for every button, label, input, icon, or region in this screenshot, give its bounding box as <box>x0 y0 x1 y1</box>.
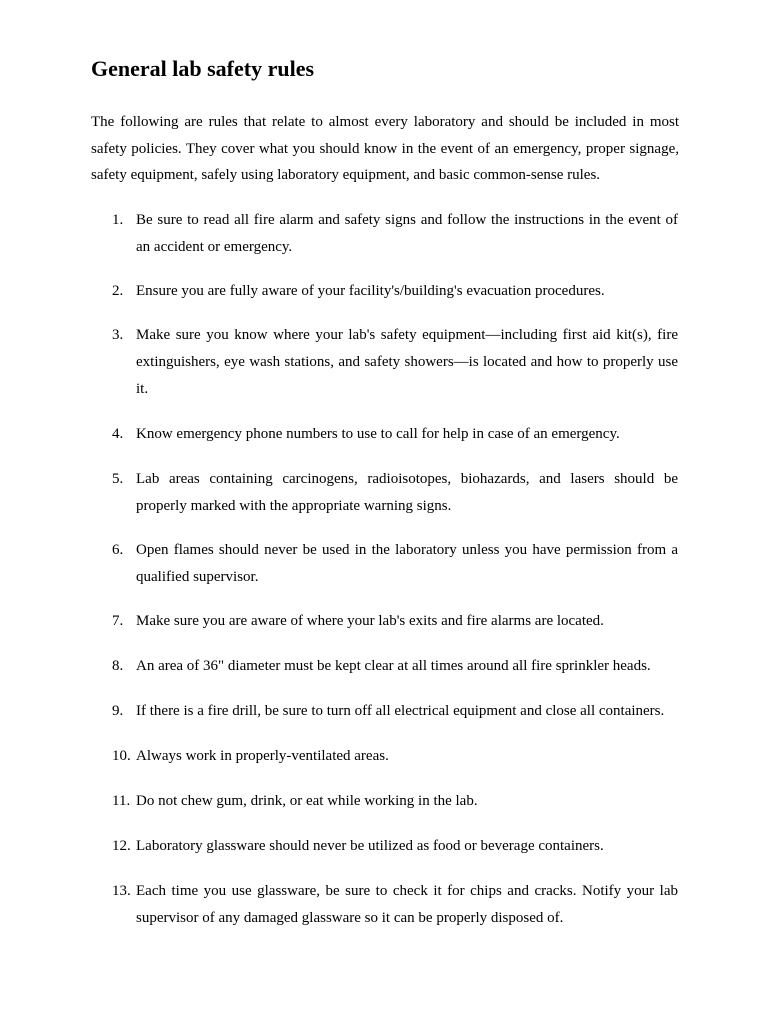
intro-paragraph: The following are rules that relate to almost every laboratory and should be included in most safety policies. They cover what you should know in the event of an emergency, proper signage, safety equipment, safely using laboratory equipment, and basic common-sense rules. <box>91 114 679 183</box>
rule-text: If there is a fire drill, be sure to turn off all electrical equipment and close all containers. <box>136 703 665 719</box>
rule-number: 9. <box>112 703 124 719</box>
page-title: General lab safety rules <box>91 56 315 81</box>
rule-number: 2. <box>112 283 124 299</box>
rule-number: 7. <box>112 613 124 629</box>
rule-number: 5. <box>112 471 124 487</box>
rule-number: 12. <box>112 838 131 854</box>
rule-text: Open flames should never be used in the laboratory unless you have permission from a qualified supervisor. <box>136 542 678 585</box>
rule-text: Make sure you know where your lab's safety equipment—including first aid kit(s), fire extinguishers, eye wash stations, and safety showers—is located and how to properly use it. <box>136 327 678 397</box>
rule-number: 10. <box>112 748 131 764</box>
rule-number: 11. <box>112 793 131 809</box>
rule-text: Do not chew gum, drink, or eat while working in the lab. <box>136 793 478 809</box>
rule-number: 6. <box>112 542 124 558</box>
rule-text: Make sure you are aware of where your lab's exits and fire alarms are located. <box>136 613 604 629</box>
rule-text: Ensure you are fully aware of your facility's/building's evacuation procedures. <box>136 283 605 299</box>
rule-text: Always work in properly-ventilated areas. <box>136 748 389 764</box>
rule-number: 8. <box>112 658 124 674</box>
rule-number: 13. <box>112 883 131 899</box>
rule-text: Each time you use glassware, be sure to check it for chips and cracks. Notify your lab supervisor of any damaged glassware so it can be properly disposed of. <box>136 883 678 926</box>
rule-text: Laboratory glassware should never be utilized as food or beverage containers. <box>136 838 604 854</box>
rule-number: 4. <box>112 426 124 442</box>
rule-number: 3. <box>112 327 124 343</box>
rule-text: Be sure to read all fire alarm and safety signs and follow the instructions in the event of an accident or emergency. <box>136 212 678 255</box>
rule-text: An area of 36" diameter must be kept clear at all times around all fire sprinkler heads. <box>136 658 651 674</box>
rule-number: 1. <box>112 212 124 228</box>
rule-text: Know emergency phone numbers to use to call for help in case of an emergency. <box>136 426 620 442</box>
rule-text: Lab areas containing carcinogens, radioisotopes, biohazards, and lasers should be properly marked with the appropriate warning signs. <box>136 471 678 514</box>
